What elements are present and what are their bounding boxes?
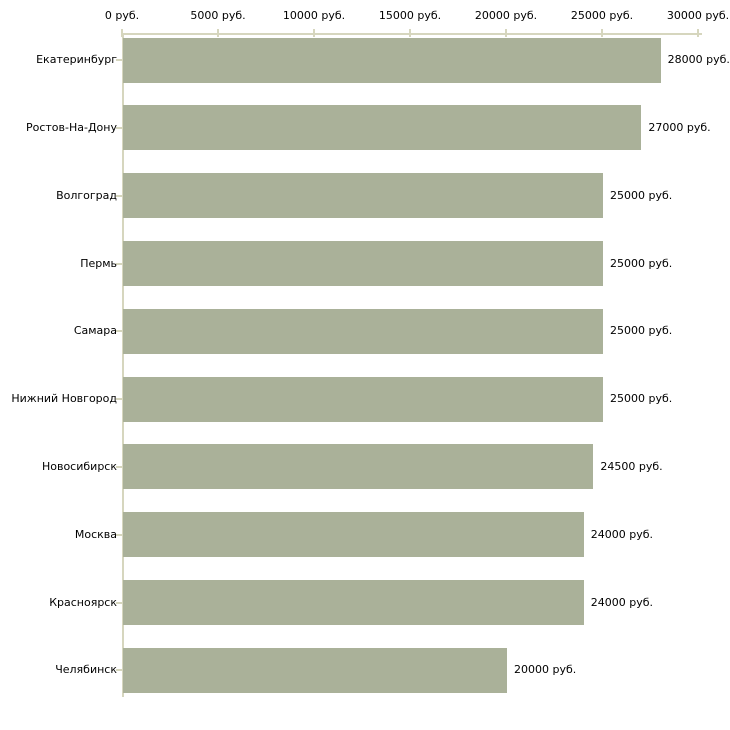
category-label: Челябинск: [55, 663, 117, 677]
category-label: Ростов-На-Дону: [25, 120, 117, 134]
bar: [123, 512, 584, 557]
value-label: 20000 руб.: [514, 663, 577, 677]
x-tick-mark: [313, 29, 315, 37]
value-label: 25000 руб.: [610, 256, 673, 270]
x-tick-label: 30000 руб.: [666, 9, 730, 22]
x-tick-mark: [601, 29, 603, 37]
value-label: 24000 руб.: [590, 527, 654, 541]
value-label: 28000 руб.: [667, 53, 730, 67]
x-tick-mark: [121, 29, 123, 37]
bar: [123, 173, 603, 218]
x-tick-label: 25000 руб.: [570, 9, 634, 22]
value-label: 27000 руб.: [648, 120, 711, 134]
bar: [123, 105, 641, 150]
x-tick-mark: [697, 29, 699, 37]
bar: [123, 38, 661, 83]
bar: [123, 377, 603, 422]
value-label: 25000 руб.: [610, 392, 673, 406]
category-label: Новосибирск: [41, 459, 117, 473]
category-label: Пермь: [80, 256, 117, 270]
x-axis-line: [122, 33, 702, 35]
bar: [123, 580, 584, 625]
category-label: Волгоград: [56, 188, 117, 202]
category-label: Самара: [73, 324, 117, 338]
x-tick-label: 10000 руб.: [282, 9, 346, 22]
x-tick-label: 15000 руб.: [378, 9, 442, 22]
bar: [123, 648, 507, 693]
x-tick-mark: [409, 29, 411, 37]
bar: [123, 309, 603, 354]
category-label: Нижний Новгород: [11, 392, 117, 406]
value-label: 25000 руб.: [610, 324, 673, 338]
x-tick-mark: [217, 29, 219, 37]
x-tick-label: 0 руб.: [104, 9, 140, 22]
value-label: 24000 руб.: [590, 595, 654, 609]
value-label: 25000 руб.: [610, 188, 673, 202]
category-label: Москва: [74, 527, 117, 541]
x-tick-label: 20000 руб.: [474, 9, 538, 22]
bar: [123, 444, 593, 489]
x-tick-mark: [505, 29, 507, 37]
value-label: 24500 руб.: [600, 459, 663, 473]
category-label: Красноярск: [49, 595, 117, 609]
x-tick-label: 5000 руб.: [190, 9, 246, 22]
category-label: Екатеринбург: [36, 53, 117, 67]
bar: [123, 241, 603, 286]
